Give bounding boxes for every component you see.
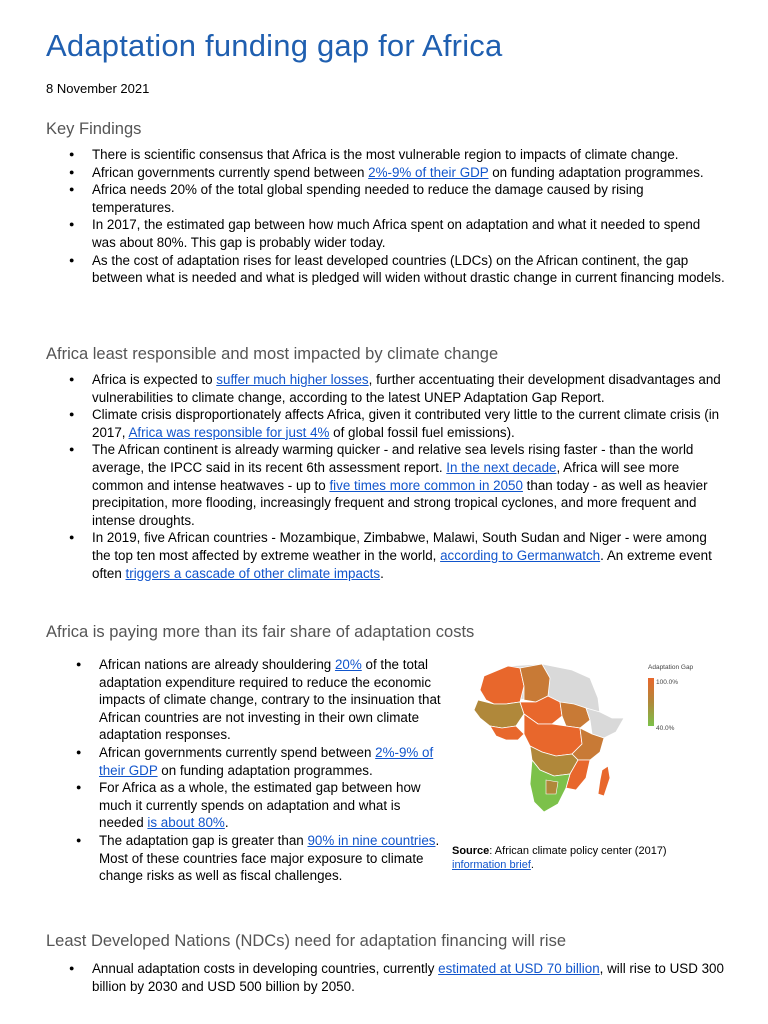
germanwatch-link[interactable]: according to Germanwatch bbox=[440, 547, 601, 563]
list-item: ● There is scientific consensus that Africa is the most vulnerable region to impacts of climate change. bbox=[46, 146, 726, 164]
map-region-west-coast bbox=[490, 726, 524, 740]
heatwaves-link[interactable]: five times more common in 2050 bbox=[329, 477, 523, 493]
map-legend-min: 40.0% bbox=[656, 725, 675, 732]
list-item: ● African governments currently spend between 2%-9% of their GDP on funding adaptation programmes. bbox=[46, 744, 441, 779]
map-region-madagascar bbox=[598, 766, 610, 796]
emissions-link[interactable]: Africa was responsible for just 4% bbox=[128, 424, 330, 440]
page-title: Adaptation funding gap for Africa bbox=[46, 28, 503, 63]
list-item: ● The adaptation gap is greater than 90% in nine countries. Most of these countries face major exposure to climate change risks as well as fiscal challenges. bbox=[46, 832, 441, 885]
section-heading-ldc-financing: Least Developed Nations (NDCs) need for adaptation financing will rise bbox=[46, 932, 567, 950]
list-item: ● Africa needs 20% of the total global spending needed to reduce the damage caused by rising temperatures. bbox=[46, 181, 726, 216]
higher-losses-link[interactable]: suffer much higher losses bbox=[216, 372, 369, 387]
publish-date: 8 November 2021 bbox=[46, 81, 150, 96]
fair-share-list bbox=[46, 656, 441, 885]
twenty-percent-link[interactable]: 20% bbox=[334, 657, 362, 672]
cascade-impacts-link[interactable]: triggers a cascade of other climate impacts bbox=[125, 565, 381, 581]
nine-countries-link[interactable]: 90% in nine countries bbox=[307, 832, 436, 848]
list-item: ● Annual adaptation costs in developing countries, currently estimated at USD 70 billion, will rise to USD 300 billion by 2030 and USD 500 billion by 2050. bbox=[46, 960, 726, 995]
map-region-sahel-west bbox=[474, 700, 524, 728]
map-region-south-inner bbox=[546, 780, 558, 794]
section-heading-key-findings: Key Findings bbox=[46, 120, 142, 138]
map-legend-max: 100.0% bbox=[656, 679, 679, 686]
list-item: ● As the cost of adaptation rises for least developed countries (LDCs) on the African continent, the gap between what is needed and what is pledged will widen without drastic change in current financing models. bbox=[46, 252, 726, 287]
least-responsible-list bbox=[46, 371, 726, 582]
africa-adaptation-gap-map bbox=[450, 656, 712, 832]
information-brief-link[interactable]: information brief bbox=[452, 858, 531, 871]
map-region-northwest bbox=[480, 666, 524, 704]
ldc-financing-list bbox=[46, 960, 726, 995]
gdp-link-2[interactable]: 2%-9% of their GDP bbox=[99, 744, 434, 778]
africa-map-svg bbox=[450, 656, 712, 832]
list-item: ● In 2019, five African countries - Mozambique, Zimbabwe, Malawi, South Sudan and Niger - were among the top ten most affected by extreme weather in the world, according to Germanwatch. An extreme event often triggers a cascade of other climate impacts. bbox=[46, 529, 726, 582]
section-heading-least-responsible: Africa least responsible and most impacted by climate change bbox=[46, 345, 499, 363]
list-item: ● African governments currently spend between 2%-9% of their GDP on funding adaptation programmes. bbox=[46, 164, 726, 182]
next-decade-link[interactable]: In the next decade bbox=[446, 459, 557, 475]
list-item: ● African nations are already shouldering 20% of the total adaptation expenditure required to reduce the economic impacts of climate change, contrary to the insinuation that African countries are not investing in their own climate adaptation responses. bbox=[46, 656, 441, 744]
list-item: ● Climate crisis disproportionately affects Africa, given it contributed very little to the current climate crisis (in 2017, Africa was responsible for just 4% of global fossil fuel emissions). bbox=[46, 406, 726, 441]
list-item: ● The African continent is already warming quicker - and relative sea levels rising faster - than the world average, the IPCC said in its recent 6th assessment report. In the next decade, Africa will see more common and intense heatwaves - up to five times more common in 2050 than today - as well as heavier precipitation, more flooding, increasingly frequent and strong tropical cyclones, and more frequent and intense droughts. bbox=[46, 441, 726, 529]
map-region-north-central bbox=[520, 664, 550, 702]
map-legend-title: Adaptation Gap bbox=[648, 664, 694, 671]
eighty-percent-link[interactable]: is about 80% bbox=[147, 815, 225, 831]
gdp-link[interactable]: 2%-9% of their GDP bbox=[368, 164, 489, 180]
key-findings-list bbox=[46, 146, 726, 287]
usd-70-billion-link[interactable]: estimated at USD 70 billion bbox=[438, 961, 600, 976]
list-item: ● For Africa as a whole, the estimated gap between how much it currently spends on adaptation and what is needed is about 80%. bbox=[46, 779, 441, 832]
section-heading-fair-share: Africa is paying more than its fair share of adaptation costs bbox=[46, 623, 475, 641]
map-caption: Source: African climate policy center (2017) information brief. bbox=[452, 845, 667, 871]
caption-source-label: Source bbox=[452, 845, 490, 857]
map-legend-gradient bbox=[648, 678, 654, 726]
list-item: ● Africa is expected to suffer much higher losses, further accentuating their development disadvantages and vulnerabilities to climate change, according to the latest UNEP Adaptation Gap Report. bbox=[46, 371, 726, 406]
list-item: ● In 2017, the estimated gap between how much Africa spent on adaptation and what it needed to spend was about 80%. This gap is probably wider today. bbox=[46, 216, 726, 251]
